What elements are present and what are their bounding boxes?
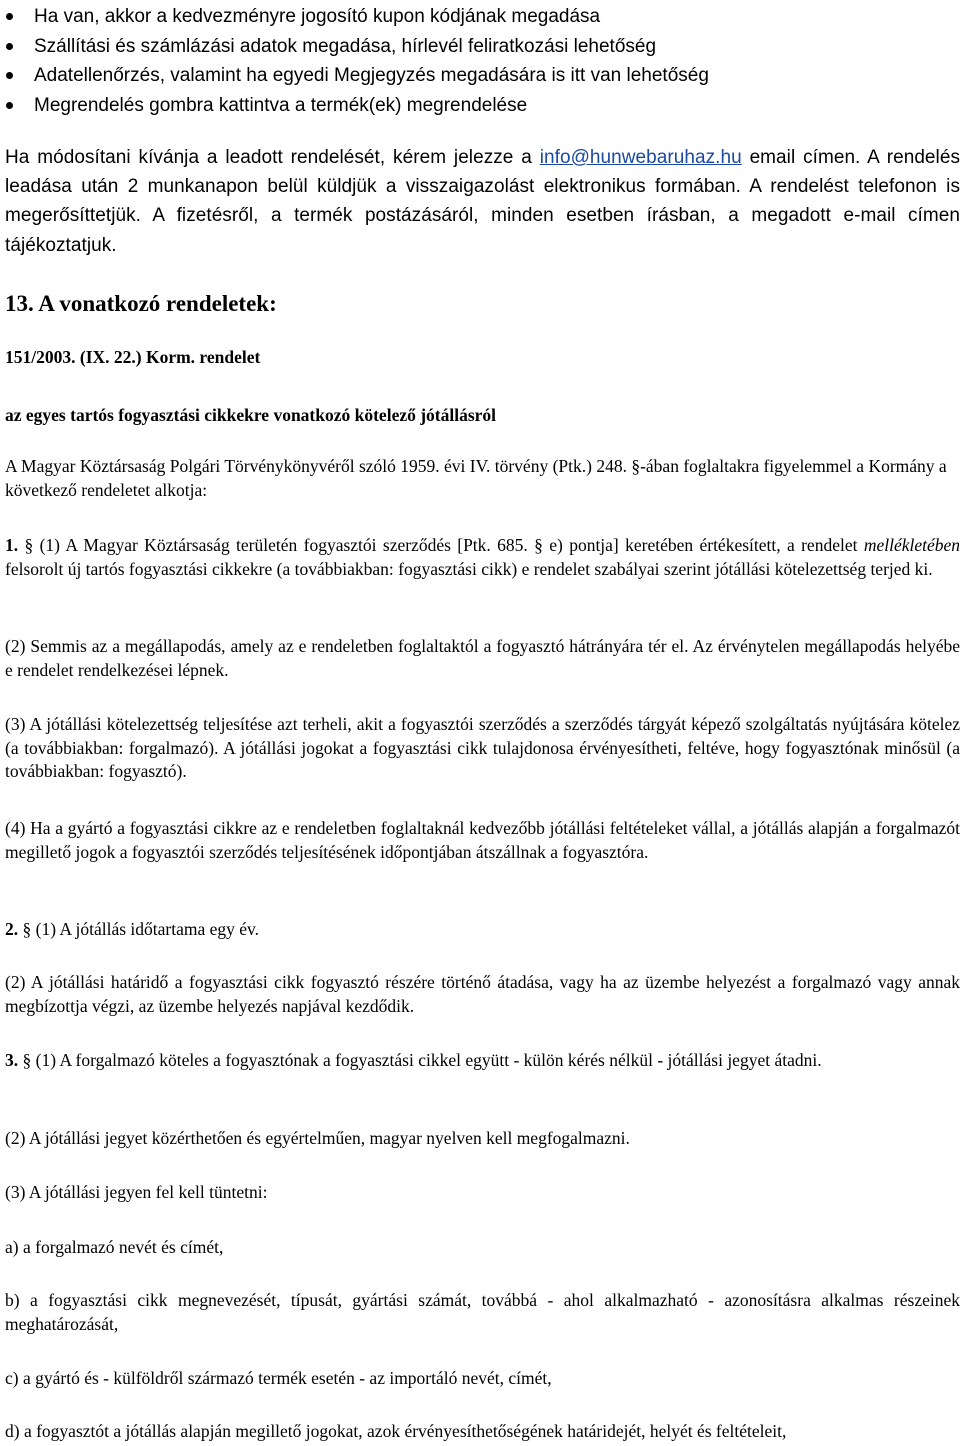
section-1-paragraph-2: (2) Semmis az a megállapodás, amely az e rendeletben foglaltaktól a fogyasztó hátrányára tér el. Az érvénytelen megállapodás helyébe e rendelet rendelkezései lépnek.	[5, 636, 960, 680]
section-heading: 13. A vonatkozó rendeletek:	[5, 291, 277, 316]
bullet-icon	[6, 43, 13, 50]
order-steps-list	[34, 2, 934, 120]
bullet-icon	[6, 102, 13, 109]
bullet-icon	[6, 72, 13, 79]
section-2-paragraph-2: (2) A jótállási határidő a fogyasztási cikk fogyasztó részére történő átadása, vagy ha az üzembe helyezést a forgalmazó vagy annak megbízottja végzi, az üzembe helyezés napjával kezdődik.	[5, 972, 960, 1016]
section-3-paragraph-3: (3) A jótállási jegyen fel kell tüntetni:	[5, 1182, 268, 1202]
section-1-paragraph-1: 1. § (1) A Magyar Köztársaság területén fogyasztói szerződés [Ptk. 685. § e) pontja] keretében értékesített, a rendelet mellékletében felsorolt új tartós fogyasztási cikkekre (a továbbiakban: fogyasztási cikk) e rendelet szabályai szerint jótállási kötelezettség terjed ki.	[5, 535, 960, 579]
contact-paragraph: Ha módosítani kívánja a leadott rendelését, kérem jelezze a info@hunwebaruhaz.hu email címen. A rendelés leadása után 2 munkanapon belül küldjük a visszaigazolást elektronikus formában. A rendelést telefonon is megerősíttetjük. A fizetésről, a termék postázásáról, minden esetben írásban, a megadott e-mail címen tájékoztatjuk.	[5, 147, 960, 256]
list-item-c: c) a gyártó és - külföldről származó termék esetén - az importáló nevét, címét,	[5, 1368, 552, 1388]
bullet-icon	[6, 13, 13, 20]
section-3-paragraph-2: (2) A jótállási jegyet közérthetően és egyértelműen, magyar nyelven kell megfogalmazni.	[5, 1128, 630, 1148]
section-1-paragraph-4: (4) Ha a gyártó a fogyasztási cikkre az e rendeletben foglaltaknál kedvezőbb jótállási feltételeket vállal, a jótállás alapján a forgalmazót megillető jogok a fogyasztói szerződés teljesítésének időpontjában átszállnak a fogyasztóra.	[5, 818, 960, 862]
email-link[interactable]: info@hunwebaruhaz.hu	[539, 147, 742, 168]
list-item-a: a) a forgalmazó nevét és címét,	[5, 1237, 224, 1257]
list-item: Adatellenőrzés, valamint ha egyedi Megjegyzés megadására is itt van lehetőség	[34, 61, 934, 91]
preamble-paragraph: A Magyar Köztársaság Polgári Törvénykönyvéről szóló 1959. évi IV. törvény (Ptk.) 248. §-ában foglaltakra figyelemmel a Kormány a következő rendeletet alkotja:	[5, 456, 947, 500]
section-2-paragraph-1: 2. § (1) A jótállás időtartama egy év.	[5, 919, 260, 939]
list-item: Ha van, akkor a kedvezményre jogosító kupon kódjának megadása	[34, 2, 934, 32]
decree-title: az egyes tartós fogyasztási cikkekre vonatkozó kötelező jótállásról	[5, 405, 497, 425]
section-3-paragraph-1: 3. § (1) A forgalmazó köteles a fogyasztónak a fogyasztási cikkel együtt - külön kérés nélkül - jótállási jegyet átadni.	[5, 1050, 822, 1070]
list-item: Szállítási és számlázási adatok megadása, hírlevél feliratkozási lehetőség	[34, 32, 934, 62]
section-1-paragraph-3: (3) A jótállási kötelezettség teljesítése azt terheli, akit a fogyasztói szerződés a szerződés tárgyát képező szolgáltatás nyújtására kötelez (a továbbiakban: forgalmazó). A jótállási jogokat a fogyasztási cikk tulajdonosa érvényesítheti, feltéve, hogy fogyasztónak minősül (a továbbiakban: fogyasztó).	[5, 714, 960, 781]
list-item-b: b) a fogyasztási cikk megnevezését, típusát, gyártási számát, továbbá - ahol alkalmazható - azonosításra alkalmas részeinek meghatározását,	[5, 1290, 960, 1334]
list-item-d: d) a fogyasztót a jótállás alapján megillető jogokat, azok érvényesíthetőségének határidejét, helyét és feltételeit,	[5, 1421, 787, 1441]
list-item: Megrendelés gombra kattintva a termék(ek) megrendelése	[34, 91, 934, 121]
decree-number: 151/2003. (IX. 22.) Korm. rendelet	[5, 347, 261, 367]
